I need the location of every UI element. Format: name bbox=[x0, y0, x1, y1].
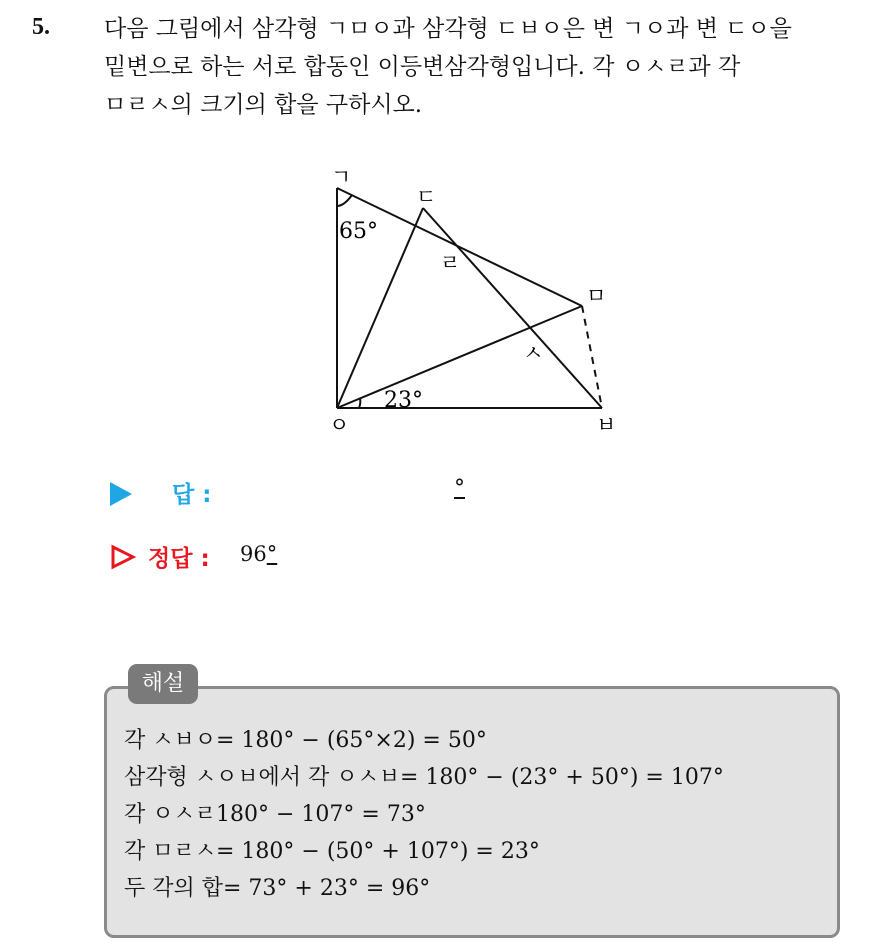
label-a: ㄱ bbox=[331, 165, 352, 189]
correct-number: 96 bbox=[240, 542, 267, 566]
explanation-tag: 해설 bbox=[128, 664, 198, 704]
play-triangle-icon bbox=[110, 482, 132, 506]
triangle-diagram bbox=[320, 160, 640, 440]
angle-label-65: 65° bbox=[339, 219, 378, 244]
label-m: ㅁ bbox=[586, 284, 607, 308]
segment-a-m bbox=[337, 188, 582, 306]
explanation-line: 삼각형 ㅅㅇㅂ에서 각 ㅇㅅㅂ= 180° − (23° + 50°) = 107° bbox=[124, 765, 724, 790]
label-r: ㄹ bbox=[440, 251, 461, 275]
angle-label-23: 23° bbox=[384, 388, 423, 413]
outline-triangle-icon bbox=[110, 544, 136, 570]
label-c: ㄷ bbox=[416, 185, 437, 209]
label-b: ㅂ bbox=[596, 413, 617, 437]
geometry-figure bbox=[320, 160, 640, 440]
answer-row bbox=[110, 474, 610, 514]
question-line: 밑변으로 하는 서로 합동인 이등변삼각형입니다. 각 ㅇㅅㄹ과 각 bbox=[104, 54, 741, 80]
question-line: ㅁㄹㅅ의 크기의 합을 구하시오. bbox=[104, 92, 423, 118]
explanation-line: 각 ㅁㄹㅅ= 180° − (50° + 107°) = 23° bbox=[124, 839, 540, 864]
correct-answer-value bbox=[240, 542, 277, 566]
label-o: ㅇ bbox=[329, 413, 350, 437]
correct-answer-label: 정답 : bbox=[148, 546, 210, 572]
answer-unit: ° bbox=[454, 476, 465, 501]
segment-m-b bbox=[582, 306, 602, 408]
label-s: ㅅ bbox=[523, 341, 544, 365]
explanation-line: 두 각의 합= 73° + 23° = 96° bbox=[124, 876, 431, 901]
correct-unit: ° bbox=[266, 542, 278, 566]
angle-arc-a bbox=[337, 195, 352, 206]
question-line: 다음 그림에서 삼각형 ㄱㅁㅇ과 삼각형 ㄷㅂㅇ은 변 ㄱㅇ과 변 ㄷㅇ을 bbox=[104, 16, 792, 42]
explanation-text bbox=[124, 722, 724, 907]
question-text bbox=[104, 10, 864, 124]
explanation-line: 각 ㅇㅅㄹ180° − 107° = 73° bbox=[124, 802, 426, 827]
correct-answer-row bbox=[110, 538, 610, 578]
question-number: 5. bbox=[32, 14, 50, 40]
answer-label: 답 : bbox=[172, 482, 212, 508]
explanation-line: 각 ㅅㅂㅇ= 180° − (65°×2) = 50° bbox=[124, 728, 487, 753]
